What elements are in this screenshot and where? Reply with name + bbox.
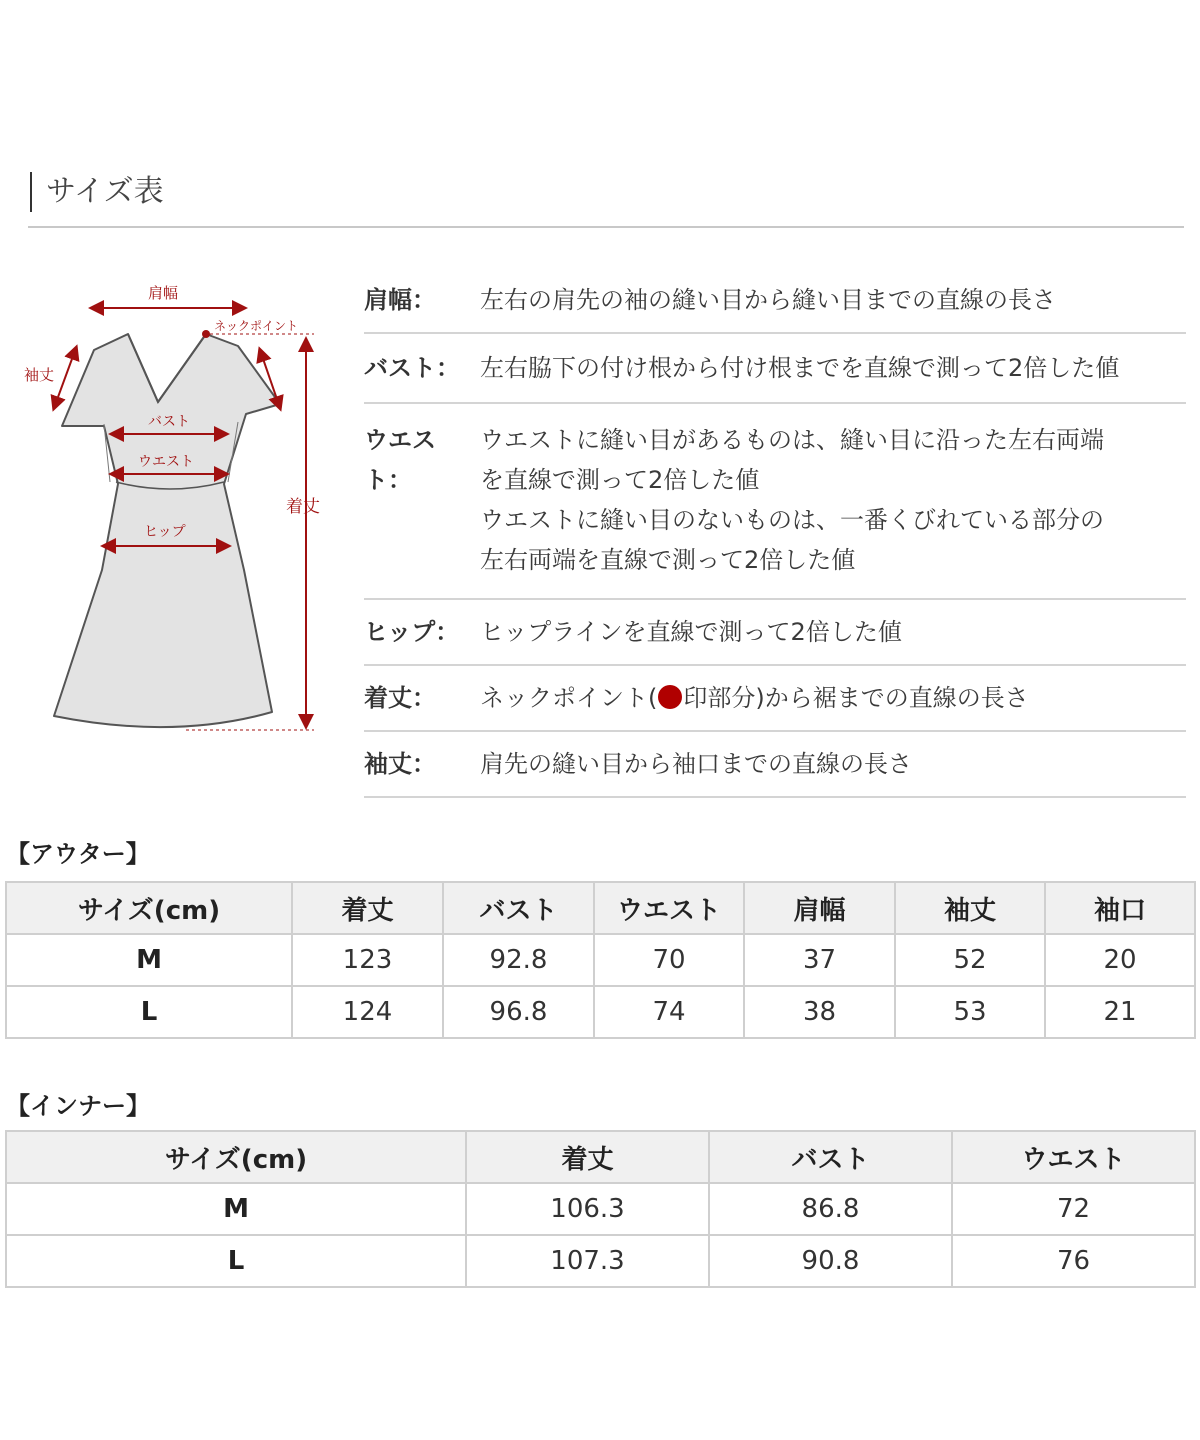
header-cell: 着丈: [466, 1131, 709, 1183]
table-header-row: [6, 1131, 1195, 1183]
def-row-sleeve: [364, 732, 1186, 798]
value-cell: 74: [594, 986, 744, 1038]
size-cell: M: [6, 934, 292, 986]
table-header-row: [6, 882, 1195, 934]
size-cell: L: [6, 1235, 466, 1287]
header-cell: バスト: [443, 882, 594, 934]
table-row: [6, 934, 1195, 986]
header-cell: 袖口: [1045, 882, 1195, 934]
def-desc: [480, 678, 1186, 718]
header-cell: 袖丈: [895, 882, 1045, 934]
page-title: サイズ表: [30, 172, 164, 212]
table-row: [6, 986, 1195, 1038]
table-row: [6, 1235, 1195, 1287]
def-term: ヒップ：: [364, 618, 460, 646]
outer-size-table: [5, 881, 1196, 1039]
def-term: 肩幅：: [364, 286, 436, 314]
value-cell: 20: [1045, 934, 1195, 986]
label-shoulder: 肩幅: [148, 284, 179, 302]
def-row-waist: [364, 404, 1186, 600]
title-divider: [28, 226, 1184, 228]
value-cell: 90.8: [709, 1235, 952, 1287]
neck-point-marker: [202, 330, 210, 338]
label-bust: バスト: [148, 414, 190, 430]
value-cell: 70: [594, 934, 744, 986]
outer-section-label: 【アウター】: [6, 840, 150, 868]
def-term: バスト：: [364, 354, 460, 382]
value-cell: 21: [1045, 986, 1195, 1038]
header-cell: ウエスト: [952, 1131, 1195, 1183]
header-cell: バスト: [709, 1131, 952, 1183]
value-cell: 72: [952, 1183, 1195, 1235]
def-row-hip: [364, 600, 1186, 666]
def-desc: 肩先の縫い目から袖口までの直線の長さ: [480, 750, 912, 778]
value-cell: 52: [895, 934, 1045, 986]
size-cell: L: [6, 986, 292, 1038]
value-cell: 86.8: [709, 1183, 952, 1235]
value-cell: 96.8: [443, 986, 594, 1038]
value-cell: 76: [952, 1235, 1195, 1287]
value-cell: 106.3: [466, 1183, 709, 1235]
label-hip: ヒップ: [144, 524, 186, 540]
dress-diagram: [14, 270, 344, 750]
def-desc-before: ネックポイント(: [480, 684, 658, 712]
measurement-definitions: [364, 268, 1186, 798]
label-sleeve: 袖丈: [24, 366, 55, 384]
def-desc: ヒップラインを直線で測って2倍した値: [480, 618, 902, 646]
def-term: ウエスト：: [364, 426, 436, 494]
value-cell: 38: [744, 986, 895, 1038]
label-neck-point: ネックポイント: [214, 319, 299, 333]
value-cell: 124: [292, 986, 443, 1038]
def-row-shoulder: [364, 268, 1186, 334]
inner-size-table: [5, 1130, 1196, 1288]
def-desc: 左右の肩先の袖の縫い目から縫い目までの直線の長さ: [480, 286, 1056, 314]
value-cell: 92.8: [443, 934, 594, 986]
header-cell: ウエスト: [594, 882, 744, 934]
label-waist: ウエスト: [138, 454, 194, 470]
def-desc-after: 印部分)から裾までの直線の長さ: [683, 684, 1029, 712]
def-term: 袖丈：: [364, 750, 436, 778]
header-cell: サイズ(cm): [6, 882, 292, 934]
value-cell: 107.3: [466, 1235, 709, 1287]
header-cell: 着丈: [292, 882, 443, 934]
size-cell: M: [6, 1183, 466, 1235]
neck-point-dot-icon: [658, 685, 682, 709]
value-cell: 123: [292, 934, 443, 986]
def-row-bust: [364, 334, 1186, 404]
def-term: 着丈：: [364, 684, 436, 712]
header-cell: サイズ(cm): [6, 1131, 466, 1183]
header-cell: 肩幅: [744, 882, 895, 934]
def-row-length: [364, 666, 1186, 732]
value-cell: 53: [895, 986, 1045, 1038]
value-cell: 37: [744, 934, 895, 986]
def-desc: 左右脇下の付け根から付け根までを直線で測って2倍した値: [480, 354, 1120, 382]
inner-section-label: 【インナー】: [6, 1092, 150, 1120]
table-row: [6, 1183, 1195, 1235]
def-desc: ウエストに縫い目があるものは、縫い目に沿った左右両端 を直線で測って2倍した値 ウエストに縫い目のないものは、一番くびれている部分の 左右両端を直線で測って2倍した値: [480, 426, 1104, 574]
label-length: 着丈: [286, 497, 320, 517]
